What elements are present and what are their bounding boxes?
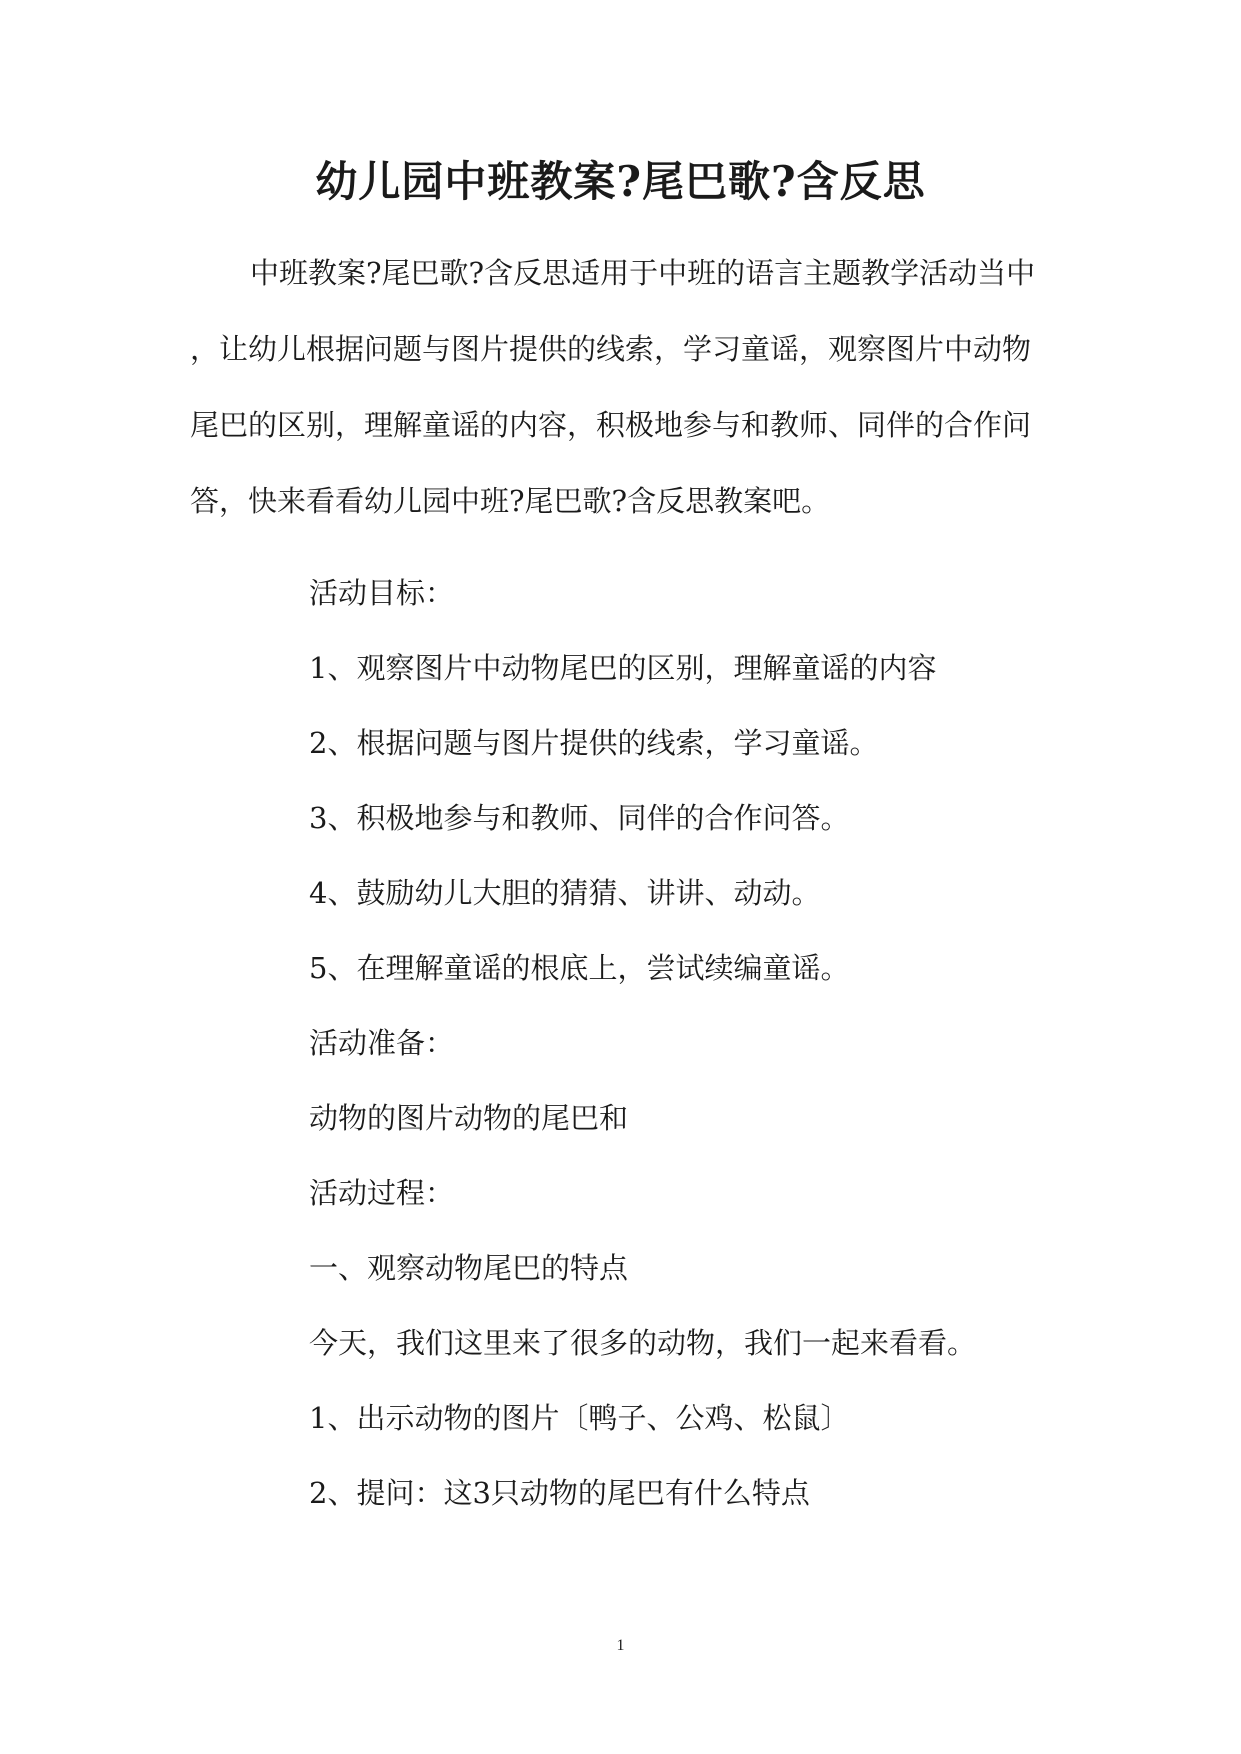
section-heading-process: 活动过程： xyxy=(309,1176,455,1210)
objective-item: 4、鼓励幼儿大胆的猜猜、讲讲、动动。 xyxy=(309,876,821,910)
intro-line-1: 中班教案?尾巴歌?含反思适用于中班的语言主题教学活动当中 xyxy=(250,256,1036,290)
process-step-heading: 一、观察动物尾巴的特点 xyxy=(309,1251,629,1285)
process-text: 今天，我们这里来了很多的动物，我们一起来看看。 xyxy=(309,1326,977,1360)
process-item: 1、出示动物的图片〔鸭子、公鸡、松鼠〕 xyxy=(309,1401,850,1435)
section-heading-preparation: 活动准备： xyxy=(309,1026,455,1060)
preparation-text: 动物的图片动物的尾巴和 xyxy=(309,1101,629,1135)
intro-line-3: 尾巴的区别，理解童谣的内容，积极地参与和教师、同伴的合作问 xyxy=(190,408,1032,442)
objective-item: 3、积极地参与和教师、同伴的合作问答。 xyxy=(309,801,850,835)
intro-line-4: 答，快来看看幼儿园中班?尾巴歌?含反思教案吧。 xyxy=(190,484,831,518)
section-heading-objectives: 活动目标： xyxy=(309,576,455,610)
objective-item: 2、根据问题与图片提供的线索，学习童谣。 xyxy=(309,726,879,760)
intro-line-2: ，让幼儿根据问题与图片提供的线索，学习童谣，观察图片中动物 xyxy=(190,332,1032,366)
page-number: 1 xyxy=(616,1637,625,1654)
objective-item: 5、在理解童谣的根底上，尝试续编童谣。 xyxy=(309,951,850,985)
document-title: 幼儿园中班教案?尾巴歌?含反思 xyxy=(315,157,926,206)
objective-item: 1、观察图片中动物尾巴的区别，理解童谣的内容 xyxy=(309,651,937,685)
process-item: 2、提问：这3只动物的尾巴有什么特点 xyxy=(309,1476,810,1510)
